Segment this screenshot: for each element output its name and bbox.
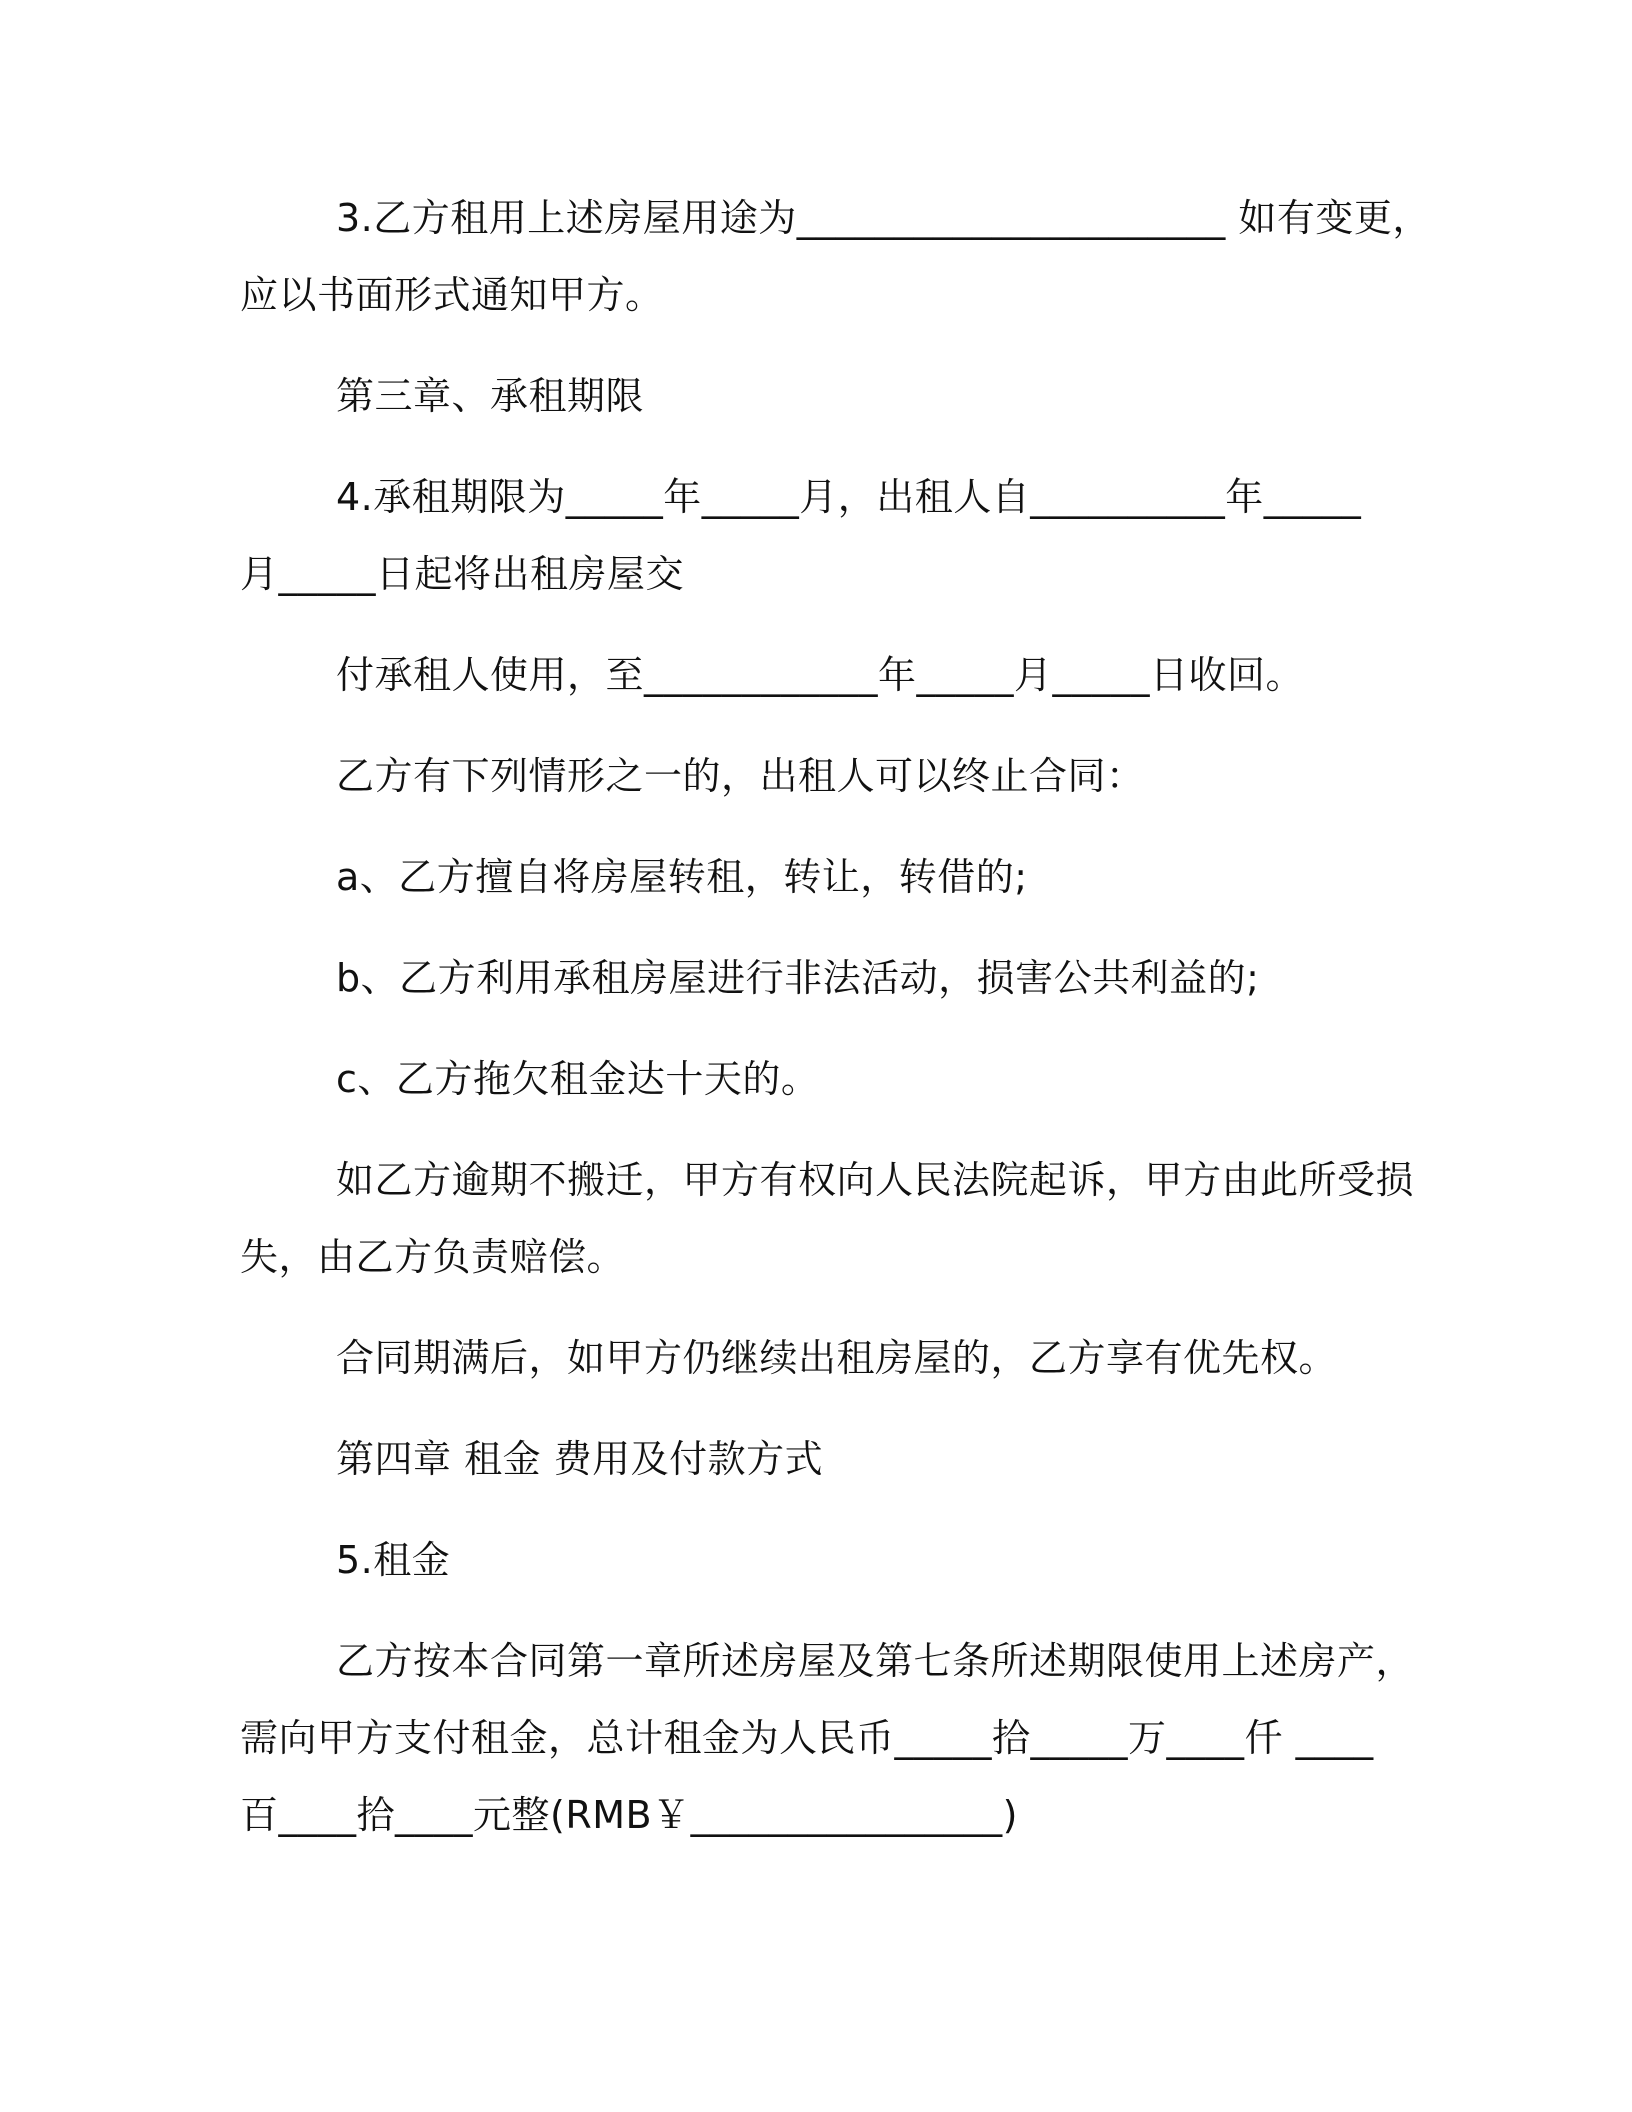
chapter-4-heading: 第四章 租金 费用及付款方式 (336, 1437, 824, 1481)
termination-item-b: b、乙方利用承租房屋进行非法活动，损害公共利益的; (336, 956, 1260, 1000)
clause-3-line-2: 应以书面形式通知甲方。 (240, 273, 664, 317)
rent-clause-line-1: 乙方按本合同第一章所述房屋及第七条所述期限使用上述房产， (336, 1639, 1415, 1683)
clause-4-line-3: 付承租人使用，至____________年_____月_____日收回。 (336, 653, 1305, 697)
rent-clause-line-3: 百____拾____元整(RMB￥________________) (240, 1793, 1018, 1837)
termination-item-a: a、乙方擅自将房屋转租，转让，转借的; (336, 855, 1028, 899)
clause-4-line-2: 月_____日起将出租房屋交 (240, 552, 685, 596)
overdue-clause-line-1: 如乙方逾期不搬迁，甲方有权向人民法院起诉，甲方由此所受损 (336, 1158, 1415, 1202)
priority-clause: 合同期满后，如甲方仍继续出租房屋的，乙方享有优先权。 (336, 1336, 1338, 1380)
termination-intro: 乙方有下列情形之一的，出租人可以终止合同： (336, 754, 1145, 798)
rent-clause-line-2: 需向甲方支付租金，总计租金为人民币_____拾_____万____仟 ____ (240, 1716, 1374, 1760)
clause-4-line-1: 4.承租期限为_____年_____月，出租人自__________年_____ (336, 475, 1362, 519)
overdue-clause-line-2: 失，由乙方负责赔偿。 (240, 1235, 626, 1279)
clause-3-line-1: 3.乙方租用上述房屋用途为______________________ 如有变更， (336, 196, 1431, 240)
clause-5-heading: 5.租金 (336, 1538, 451, 1582)
chapter-3-heading: 第三章、承租期限 (336, 374, 645, 418)
termination-item-c: c、乙方拖欠租金达十天的。 (336, 1057, 820, 1101)
